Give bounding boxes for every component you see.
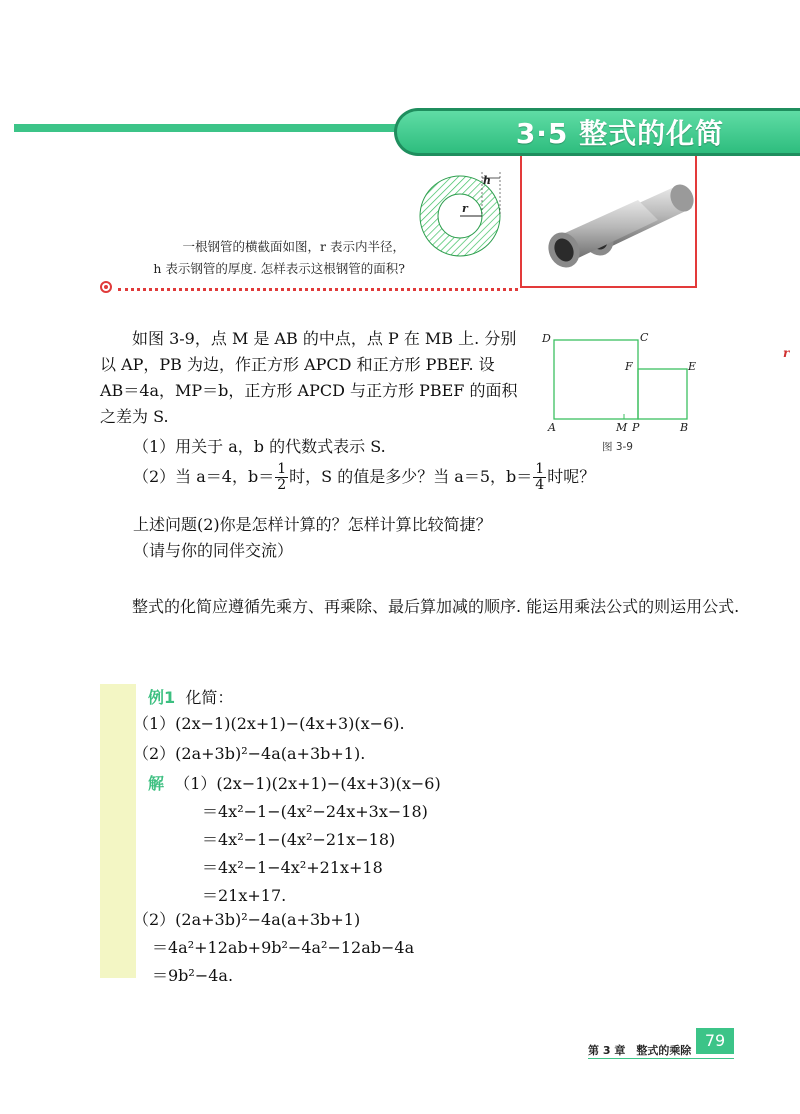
solution-line-5: ＝21x+17. (202, 886, 287, 905)
footer-chapter: 第 3 章 整式的乘除 (588, 1044, 692, 1057)
question-2-part-c: 时呢？ (547, 467, 596, 486)
bullet-marker-icon (100, 281, 112, 293)
question-2-part-a: （2）当 a＝4，b＝ (133, 467, 275, 486)
section-title: 3·5 整式的化简 (515, 117, 725, 150)
point-c: C (640, 331, 649, 344)
fraction-one-quarter (533, 462, 546, 493)
solution-line-7: ＝4a²+12ab+9b²−4a²−12ab−4a (152, 938, 415, 957)
example-heading (148, 686, 233, 710)
pipe-photo-frame (520, 156, 697, 288)
figure-caption: 图 3-9 (602, 441, 633, 453)
dotted-divider (118, 288, 518, 291)
discussion-prompt: （请与你的同伴交流） (133, 541, 294, 560)
point-d: D (542, 332, 551, 345)
intro-line-2: h 表示钢管的厚度. 怎样表示这根钢管的面积? (153, 261, 405, 276)
example-label: 例1 (148, 688, 176, 707)
figure-3-9 (540, 328, 700, 458)
label-r: r (462, 202, 468, 215)
intro-line-1: 一根钢管的横截面如图，r 表示内半径， (182, 239, 405, 254)
simplification-rule: 整式的化简应遵循先乘方、再乘除、最后算加减的顺序. 能运用乘法公式的则运用公式. (132, 597, 740, 616)
point-b: B (680, 421, 689, 434)
page-number: 79 (696, 1028, 734, 1054)
square-pbef (638, 369, 687, 419)
solution-label: 解 (148, 774, 165, 793)
example-problem-2: （2）(2a+3b)²−4a(a+3b+1). (133, 744, 366, 763)
point-m: M (616, 421, 628, 434)
fraction-1-numerator: 1 (277, 461, 287, 477)
intro-question (100, 236, 405, 280)
header-line (14, 124, 414, 132)
footer-line (588, 1058, 734, 1059)
solution-step-1: （1）(2x−1)(2x+1)−(4x+3)(x−6) (174, 774, 441, 793)
point-f: F (625, 360, 633, 373)
steel-pipes-image (522, 156, 695, 286)
problem-text: 如图 3-9，点 M 是 AB 的中点，点 P 在 MB 上. 分别以 AP，PB 为边，作正方形 APCD 和正方形 PBEF. 设 AB＝4a，MP＝b，正方形 APCD 与正方形 PBEF 的面积之差为 S. (100, 329, 518, 426)
solution-line-4: ＝4x²−1−4x²+21x+18 (202, 858, 383, 877)
example-side-band (100, 684, 136, 978)
fraction-1-denominator: 2 (277, 477, 287, 493)
point-e: E (688, 360, 697, 373)
question-2-part-b: 时，S 的值是多少？当 a＝5，b＝ (289, 467, 533, 486)
example-instruction: 化简： (185, 688, 234, 707)
label-h: h (483, 174, 491, 187)
solution-line-8: ＝9b²−4a. (152, 966, 234, 985)
solution-line-6: （2）(2a+3b)²−4a(a+3b+1) (133, 910, 361, 929)
fraction-2-numerator: 1 (535, 461, 545, 477)
example-problem-1: （1）(2x−1)(2x+1)−(4x+3)(x−6). (133, 714, 405, 733)
solution-line-3: ＝4x²−1−(4x²−21x−18) (202, 830, 396, 849)
solution-line-2: ＝4x²−1−(4x²−24x+3x−18) (202, 802, 428, 821)
problem-paragraph (100, 326, 520, 430)
margin-letter: r (783, 346, 790, 360)
question-3: 上述问题(2)你是怎样计算的？怎样计算比较简捷？ (133, 515, 492, 534)
fraction-2-denominator: 4 (535, 477, 545, 493)
solution-line-1 (148, 772, 441, 796)
pipe-cross-section-figure (410, 168, 520, 278)
square-apcd (554, 340, 638, 419)
fraction-one-half (275, 462, 288, 493)
point-p: P (632, 421, 640, 434)
question-2 (133, 462, 693, 493)
point-a: A (548, 421, 556, 434)
question-1: （1）用关于 a，b 的代数式表示 S. (133, 437, 386, 456)
